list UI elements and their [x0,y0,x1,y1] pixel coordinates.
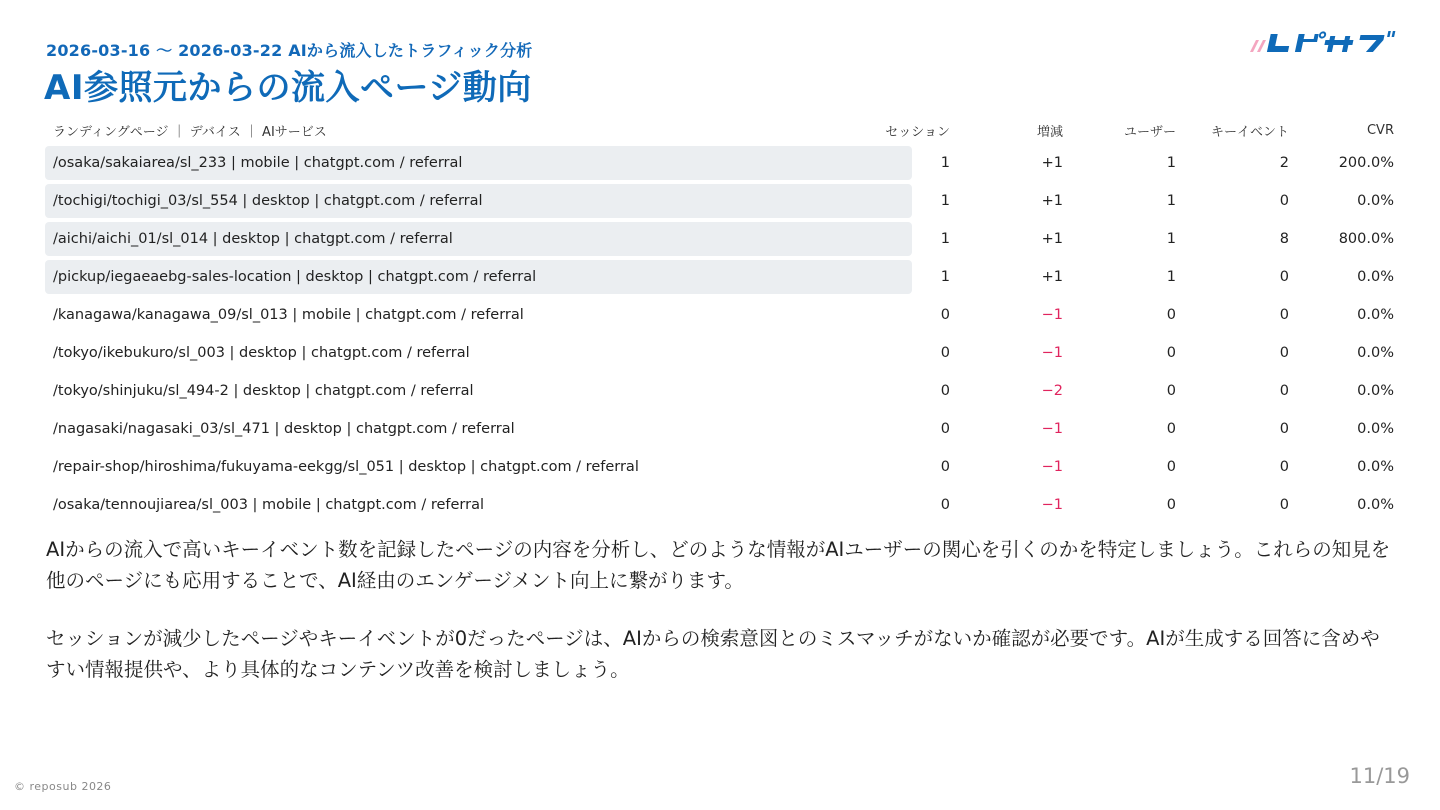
cell-sessions: 0 [940,421,950,437]
cell-key-events: 2 [1279,155,1289,171]
cell-users: 1 [1166,269,1176,285]
cell-page: /aichi/aichi_01/sl_014 | desktop | chatgpt.com / referral [45,222,912,256]
table-row [45,182,1400,220]
table-row [45,220,1400,258]
table-row [45,334,1400,372]
cell-key-events: 0 [1279,383,1289,399]
cell-delta: −1 [1041,307,1063,323]
cell-delta: +1 [1041,193,1063,209]
cell-page: /nagasaki/nagasaki_03/sl_471 | desktop | chatgpt.com / referral [53,421,515,437]
cell-delta: +1 [1041,269,1063,285]
cell-page: /osaka/tennoujiarea/sl_003 | mobile | chatgpt.com / referral [53,497,485,513]
cell-page: /repair-shop/hiroshima/fukuyama-eekgg/sl_051 | desktop | chatgpt.com / referral [53,459,639,475]
table-row [45,410,1400,448]
cell-delta: +1 [1041,155,1063,171]
cell-cvr: 800.0% [1338,231,1394,247]
cell-delta: −2 [1041,383,1063,399]
cell-sessions: 1 [940,269,950,285]
cell-users: 1 [1166,193,1176,209]
reposub-logo [1250,28,1412,58]
cell-users: 0 [1166,383,1176,399]
cell-users: 0 [1166,307,1176,323]
cell-cvr: 0.0% [1357,307,1394,323]
header-sessions: セッション [885,124,950,140]
cell-cvr: 0.0% [1357,421,1394,437]
cell-page: /tokyo/shinjuku/sl_494-2 | desktop | chatgpt.com / referral [53,383,474,399]
cell-cvr: 200.0% [1338,155,1394,171]
cell-key-events: 0 [1279,497,1289,513]
cell-sessions: 0 [940,345,950,361]
cell-users: 1 [1166,231,1176,247]
copyright: © reposub 2026 [14,780,112,793]
cell-key-events: 0 [1279,193,1289,209]
table-row [45,144,1400,182]
table-row [45,258,1400,296]
cell-sessions: 0 [940,307,950,323]
cell-sessions: 0 [940,459,950,475]
cell-users: 0 [1166,459,1176,475]
cell-cvr: 0.0% [1357,193,1394,209]
cell-key-events: 0 [1279,307,1289,323]
page-title: AI参照元からの流入ページ動向 [44,68,532,108]
cell-key-events: 0 [1279,459,1289,475]
table-row [45,448,1400,486]
cell-key-events: 0 [1279,421,1289,437]
cell-sessions: 1 [940,193,950,209]
cell-page: /kanagawa/kanagawa_09/sl_013 | mobile | chatgpt.com / referral [53,307,524,323]
insight-paragraph-2: セッションが減少したページやキーイベントが0だったページは、AIからの検索意図とのミスマッチがないか確認が必要です。AIが生成する回答に含めやすい情報提供や、より具体的なコンテンツ改善を検討しましょう。 [46,627,1380,681]
cell-key-events: 8 [1279,231,1289,247]
header-delta: 増減 [1036,124,1063,140]
cell-key-events: 0 [1279,345,1289,361]
cell-cvr: 0.0% [1357,383,1394,399]
table-header [45,116,1400,144]
cell-sessions: 0 [940,383,950,399]
page-number: 11/19 [1349,764,1410,788]
cell-delta: −1 [1041,459,1063,475]
report-subtitle: 2026-03-16 〜 2026-03-22 AIから流入したトラフィック分析 [46,41,533,60]
cell-cvr: 0.0% [1357,269,1394,285]
cell-users: 0 [1166,421,1176,437]
cell-delta: +1 [1041,231,1063,247]
header-key-events: キーイベント [1210,124,1289,140]
cell-cvr: 0.0% [1357,459,1394,475]
cell-sessions: 1 [940,155,950,171]
header-page: ランディングページ ｜ デバイス ｜ AIサービス [53,124,327,140]
cell-users: 0 [1166,345,1176,361]
cell-page: /pickup/iegaeaebg-sales-location | desktop | chatgpt.com / referral [45,260,912,294]
cell-key-events: 0 [1279,269,1289,285]
cell-cvr: 0.0% [1357,497,1394,513]
table-row [45,296,1400,334]
landing-page-table [45,116,1400,524]
cell-sessions: 1 [940,231,950,247]
header-users: ユーザー [1123,124,1176,140]
table-row [45,486,1400,524]
cell-page: /tochigi/tochigi_03/sl_554 | desktop | chatgpt.com / referral [45,184,912,218]
cell-delta: −1 [1041,497,1063,513]
cell-delta: −1 [1041,421,1063,437]
cell-cvr: 0.0% [1357,345,1394,361]
table-row [45,372,1400,410]
header-cvr: CVR [1366,122,1394,138]
cell-sessions: 0 [940,497,950,513]
cell-page: /tokyo/ikebukuro/sl_003 | desktop | chatgpt.com / referral [53,345,470,361]
insight-paragraph-1: AIからの流入で高いキーイベント数を記録したページの内容を分析し、どのような情報がAIユーザーの関心を引くのかを特定しましょう。これらの知見を他のページにも応用することで、AI経由のエンゲージメント向上に繋がります。 [46,538,1391,592]
reposub-logo-icon [1250,28,1412,58]
cell-page: /osaka/sakaiarea/sl_233 | mobile | chatgpt.com / referral [45,146,912,180]
cell-users: 1 [1166,155,1176,171]
cell-delta: −1 [1041,345,1063,361]
cell-users: 0 [1166,497,1176,513]
